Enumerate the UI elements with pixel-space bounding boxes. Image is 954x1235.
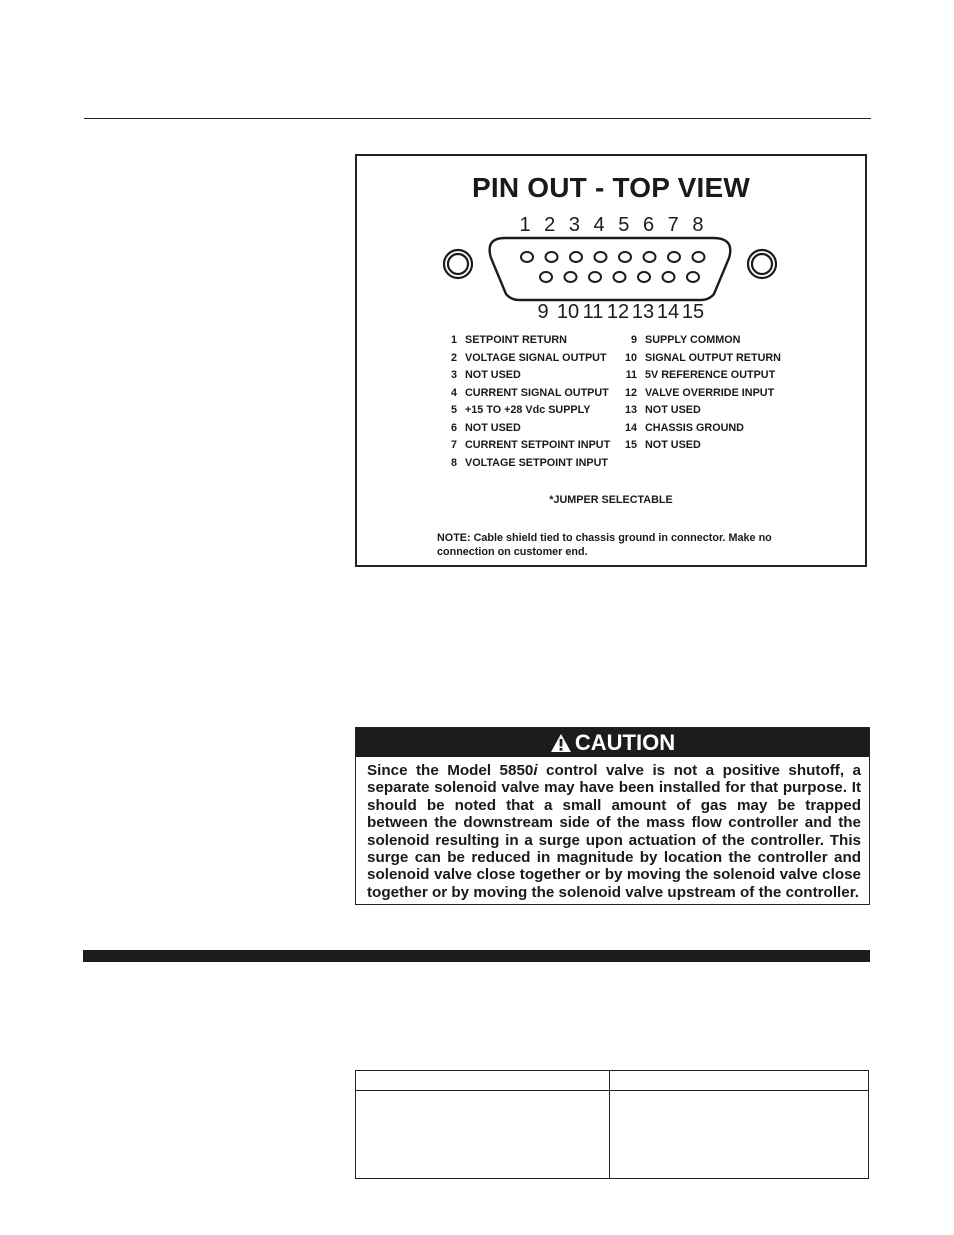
pin-number: 13 (624, 404, 637, 416)
table-column-divider (609, 1071, 610, 1178)
pin-number: 8 (450, 456, 457, 469)
bottom-pin-number: 12 (606, 301, 630, 323)
bottom-pin-number: 13 (631, 301, 655, 323)
pin-number: 10 (624, 351, 637, 364)
pin-socket (565, 272, 577, 282)
warning-triangle-icon (550, 733, 572, 753)
cable-note: NOTE: Cable shield tied to chassis ground in connector. Make no connection on customer end. (437, 532, 772, 558)
bottom-pin-number: 14 (656, 301, 680, 323)
top-pin-number: 1 (519, 214, 531, 236)
pin-socket (595, 252, 607, 262)
pin-socket (614, 272, 626, 282)
pin-function: VOLTAGE SETPOINT INPUT (465, 456, 608, 469)
pin-socket (663, 272, 675, 282)
pin-socket (687, 272, 699, 282)
d-sub-shell-outline (490, 238, 731, 300)
pin-function: NOT USED (645, 404, 701, 416)
pin-number: 1 (450, 334, 457, 346)
pin-socket (570, 252, 582, 262)
pin-socket (540, 272, 552, 282)
empty-table (355, 1070, 869, 1179)
pin-function: SUPPLY COMMON (645, 334, 741, 346)
pin-socket (638, 272, 650, 282)
caution-text: Since the Model 5850i control valve is not a positive shutoff, a separate solenoid valve may have been installed for that purpose. It should be noted that a small amount of gas may be trapped between the downstream side of the mass flow controller and the solenoid resulting in a surge upon actuation of the controller. This surge can be reduced in magnitude by location the controller and solenoid valve close together or by moving the solenoid valve close together or by moving the solenoid valve upstream of the controller. (367, 762, 861, 901)
top-pin-number: 2 (544, 214, 556, 236)
top-pin-number: 8 (692, 214, 704, 236)
pin-socket (521, 252, 533, 262)
top-pin-number: 4 (593, 214, 605, 236)
top-pin-number: 6 (642, 214, 655, 236)
caution-box (355, 727, 870, 905)
top-pin-number: 7 (667, 214, 679, 236)
pin-socket (644, 252, 656, 262)
header-rule (84, 118, 871, 119)
pin-socket (546, 252, 558, 262)
pin-function: CURRENT SIGNAL OUTPUT (465, 386, 609, 399)
pin-number: 5 (450, 404, 457, 416)
table-header-line (356, 1090, 868, 1091)
pin-number: 4 (450, 386, 457, 399)
pin-number: 7 (450, 439, 457, 451)
bottom-pin-number: 11 (582, 301, 604, 323)
pin-function: CHASSIS GROUND (645, 421, 744, 434)
pin-function: VOLTAGE SIGNAL OUTPUT (465, 351, 607, 364)
pin-number: 9 (630, 334, 637, 346)
pin-function: 5V REFERENCE OUTPUT (645, 369, 776, 381)
bottom-pin-number: 9 (537, 301, 549, 323)
top-pin-number: 3 (568, 214, 580, 236)
pin-function: SETPOINT RETURN (465, 334, 567, 346)
pinout-title: PIN OUT - TOP VIEW (472, 172, 750, 203)
pin-number: 14 (624, 421, 637, 434)
pin-socket (693, 252, 705, 262)
pin-number: 15 (624, 439, 637, 451)
pin-function: CURRENT SETPOINT INPUT (465, 439, 611, 451)
pin-socket (589, 272, 601, 282)
bottom-pin-number: 15 (681, 301, 705, 323)
section-divider-bar (83, 950, 870, 962)
pin-function: NOT USED (465, 421, 521, 434)
pin-socket (619, 252, 631, 262)
top-pin-number: 5 (618, 214, 630, 236)
pin-function: NOT USED (465, 369, 521, 381)
pin-number: 12 (624, 386, 637, 399)
caution-title: CAUTION (574, 729, 676, 755)
pin-number: 11 (625, 369, 637, 381)
pin-number: 6 (450, 421, 457, 434)
pin-function: VALVE OVERRIDE INPUT (645, 386, 775, 399)
pin-function: NOT USED (645, 439, 701, 451)
pin-function: SIGNAL OUTPUT RETURN (645, 351, 781, 364)
pin-function: +15 TO +28 Vdc SUPPLY (465, 404, 591, 416)
pinout-diagram (355, 154, 867, 567)
pin-number: 3 (450, 369, 457, 381)
db15-connector (357, 214, 867, 324)
caution-header (356, 728, 869, 757)
bottom-pin-number: 10 (556, 301, 580, 323)
pin-socket (668, 252, 680, 262)
pin-number: 2 (450, 351, 457, 364)
jumper-note: *JUMPER SELECTABLE (549, 494, 673, 506)
